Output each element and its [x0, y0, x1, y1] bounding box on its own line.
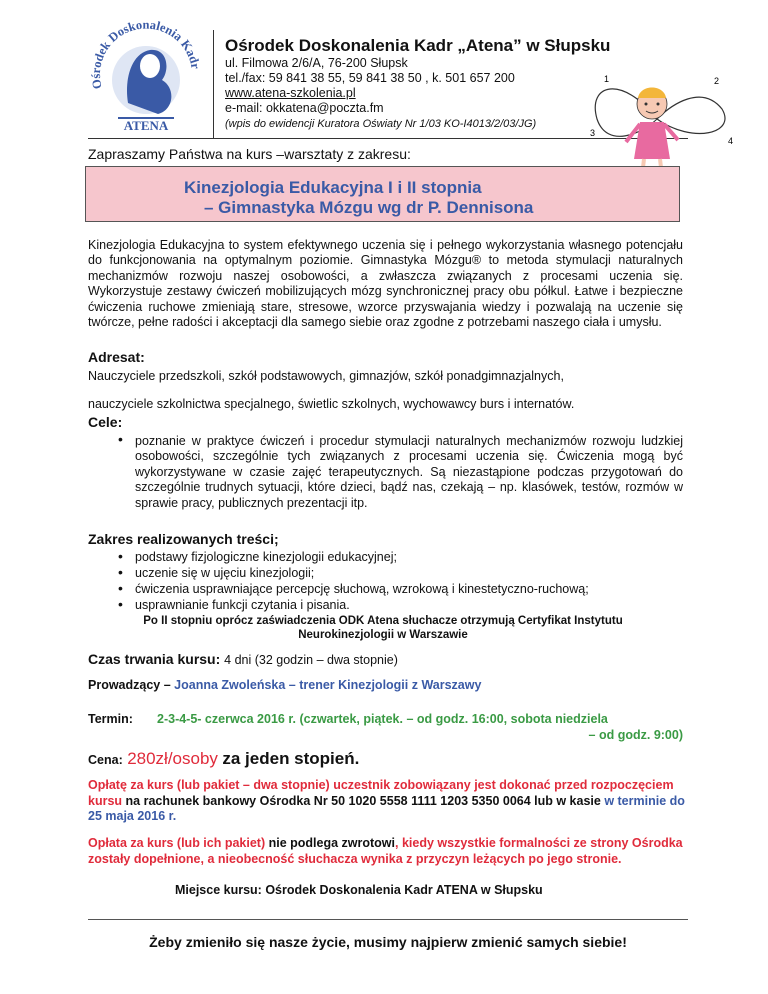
- logo-arc-text: Ośrodek Doskonalenia Kadr: [88, 18, 203, 91]
- zakres-item: usprawnianie funkcji czytania i pisania.: [135, 598, 350, 612]
- adresat-line1: Nauczyciele przedszkoli, szkół podstawowych, gimnazjów, szkół ponadgimnazjalnych,: [88, 369, 564, 383]
- adresat-line2: nauczyciele szkolnictwa specjalnego, świetlic szkolnych, wychowawcy burs i internatów.: [88, 397, 575, 411]
- zakres-item: uczenie się w ujęciu kinezjologii;: [135, 566, 315, 580]
- bullet-icon: •: [118, 580, 123, 596]
- price-suffix: za jeden stopień.: [222, 749, 360, 768]
- zakres-item: podstawy fizjologiczne kinezjologii edukacyjnej;: [135, 550, 397, 564]
- course-title-line2: – Gimnastyka Mózgu wg dr P. Dennisona: [204, 198, 534, 217]
- phone: tel./fax: 59 841 38 55, 59 841 38 50 , k. 501 657 200: [225, 71, 515, 85]
- cele-item: poznanie w praktyce ćwiczeń i procedur stymulacji naturalnych mechanizmów rozwoju ludzkiej osobowości, szczególnie tych związanych z procesami uczenia się. Ćwiczenia mogą być wykorzystywane w czasie zajęć terapeutycznych. Są niezastąpione podczas przygotowań do szczególnie trudnych sytuacji, które dzieci, bądź nas, czekają – np. klasówek, testów, rozmów w sprawie pracy, publicznych prezentacji itp.: [135, 434, 683, 510]
- org-name: Ośrodek Doskonalenia Kadr „Atena” w Słupsku: [225, 36, 611, 55]
- bullet-icon: •: [118, 596, 123, 612]
- website-link[interactable]: www.atena-szkolenia.pl: [225, 86, 356, 100]
- cele-heading: Cele:: [88, 414, 123, 430]
- price-value: 280zł/osoby: [127, 749, 218, 768]
- email[interactable]: e-mail: okkatena@poczta.fm: [225, 101, 384, 115]
- trainer-label: Prowadzący –: [88, 678, 171, 692]
- duration-label: Czas trwania kursu:: [88, 651, 221, 667]
- adresat-heading: Adresat:: [88, 349, 145, 365]
- payment-red-text: Opłatę za kurs (lub pakiet – dwa stopnie) uczestnik zobowiązany jest dokonać przed rozpoczęciem kursu: [88, 778, 674, 808]
- address: ul. Filmowa 2/6/A, 76-200 Słupsk: [225, 56, 408, 70]
- bullet-icon: •: [118, 548, 123, 564]
- intro-paragraph: Kinezjologia Edukacyjna to system efektywnego uczenia się i pełnego wykorzystania własnego potencjału do funkcjonowania na optymalnym poziomie. Gimnastyka Mózgu® to metoda stymulacji naturalnych mechanizmów rozwoju naszej osobowości, a zwłaszcza związanych z procesami uczenia się. Wykorzystuje zestawy ćwiczeń mobilizujących mózg synchronicznej pracy obu półkul. Łatwe i bezpieczne ćwiczenia ruchowe zmieniają stare, stresowe, wzorce przyswajania wiedzy i pozwalają na uczenie się twórcze, pełne radości i akceptacji dla samego siebie oraz zgodne z potrzebami naszego ciała i umysłu.: [88, 238, 683, 330]
- refund-red-text-2: , kiedy wszystkie formalności ze strony Ośrodka zostały dopełnione, a nieobecność słuchacza wynika z przyczyn leżących po jego stronie.: [88, 836, 683, 866]
- course-title-line1: Kinezjologia Edukacyjna I i II stopnia: [184, 178, 482, 197]
- registry-note: (wpis do ewidencji Kuratora Oświaty Nr 1/03 KO-I4013/2/03/JG): [225, 118, 537, 130]
- refund-red-text: Opłata za kurs (lub ich pakiet): [88, 836, 266, 850]
- refund-black-text: nie podlega zwrotowi: [268, 836, 396, 850]
- certificate-note: Po II stopniu oprócz zaświadczenia ODK Atena słuchacze otrzymują Certyfikat Instytutu Neurokinezjologii w Warszawie: [143, 615, 623, 641]
- invitation-text: Zapraszamy Państwa na kurs –warsztaty z zakresu:: [88, 146, 411, 162]
- date-label: Termin:: [88, 712, 133, 726]
- date-line1: 2-3-4-5- czerwca 2016 r. (czwartek, piątek. – od godz. 16:00, sobota niedziela: [157, 712, 608, 726]
- footer-rule: [88, 919, 688, 920]
- trainer: [88, 678, 481, 692]
- kid-number-1: 1: [604, 74, 610, 84]
- trainer-name: Joanna Zwoleńska – trener Kinezjologii z Warszawy: [174, 678, 482, 692]
- kid-number-2: 2: [714, 76, 720, 86]
- zakres-heading: Zakres realizowanych treści;: [88, 531, 279, 547]
- kid-number-4: 4: [728, 136, 734, 146]
- duration-value: 4 dni (32 godzin – dwa stopnie): [224, 653, 398, 667]
- logo-base-text: ATENA: [123, 118, 169, 133]
- header-divider: [213, 30, 214, 138]
- price-label: Cena:: [88, 753, 123, 767]
- zakres-item: ćwiczenia usprawniające percepcję słuchową, wzrokową i kinestetyczno-ruchową;: [135, 582, 589, 596]
- duration: [88, 651, 398, 667]
- refund-note: [88, 836, 688, 867]
- atena-logo: [88, 18, 204, 134]
- kid-number-3: 3: [590, 128, 596, 138]
- bullet-icon: •: [118, 431, 123, 447]
- payment-note: [88, 778, 688, 825]
- price: [88, 749, 359, 769]
- venue: Miejsce kursu: Ośrodek Doskonalenia Kadr ATENA w Słupsku: [175, 883, 543, 897]
- payment-deadline: w terminie do 25 maja 2016 r.: [88, 793, 685, 823]
- date-line2: – od godz. 9:00): [588, 728, 683, 742]
- bullet-icon: •: [118, 564, 123, 580]
- motto: Żeby zmieniło się nasze życie, musimy najpierw zmienić samych siebie!: [149, 934, 627, 950]
- payment-account-text: na rachunek bankowy Ośrodka Nr 50 1020 5558 1111 1203 5350 0064 lub w kasie: [125, 793, 601, 808]
